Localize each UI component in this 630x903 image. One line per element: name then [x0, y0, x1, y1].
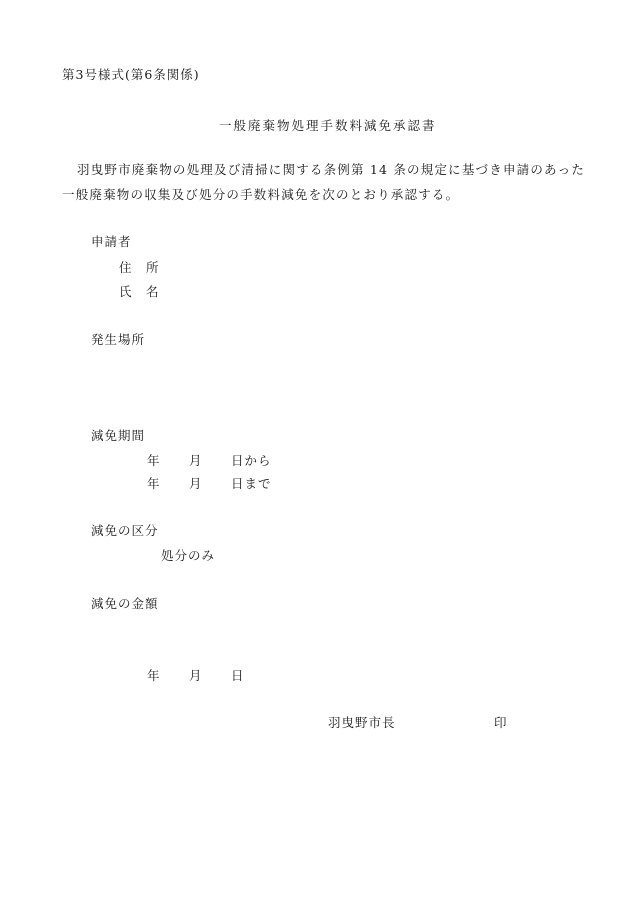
period-to-year: 年 — [147, 476, 161, 491]
issue-date-year: 年 — [147, 668, 161, 683]
document-title: 一般廃棄物処理手数料減免承認書 — [219, 118, 437, 133]
period-from-year: 年 — [147, 453, 161, 468]
issuer-title: 羽曳野市長 — [328, 715, 396, 730]
issue-date-month: 月 — [189, 668, 203, 683]
period-to-month: 月 — [189, 476, 203, 491]
body-line-1: 羽曳野市廃棄物の処理及び清掃に関する条例第 14 条の規定に基づき申請のあった — [77, 162, 586, 177]
period-from-month: 月 — [189, 453, 203, 468]
name-label: 氏 名 — [119, 284, 160, 299]
issue-date-day: 日 — [231, 668, 245, 683]
location-label: 発生場所 — [91, 332, 146, 347]
body-line-2: 一般廃棄物の収集及び処分の手数料減免を次のとおり承認する。 — [62, 187, 460, 202]
period-label: 減免期間 — [91, 428, 146, 443]
category-value: 処分のみ — [161, 548, 216, 563]
form-number: 第3号様式(第6条関係) — [62, 67, 200, 82]
category-label: 減免の区分 — [91, 523, 159, 538]
seal-mark: 印 — [494, 715, 508, 730]
applicant-label: 申請者 — [91, 234, 132, 249]
period-to-day: 日まで — [231, 476, 272, 491]
address-label: 住 所 — [119, 260, 160, 275]
amount-label: 減免の金額 — [91, 596, 159, 611]
period-from-day: 日から — [231, 453, 272, 468]
